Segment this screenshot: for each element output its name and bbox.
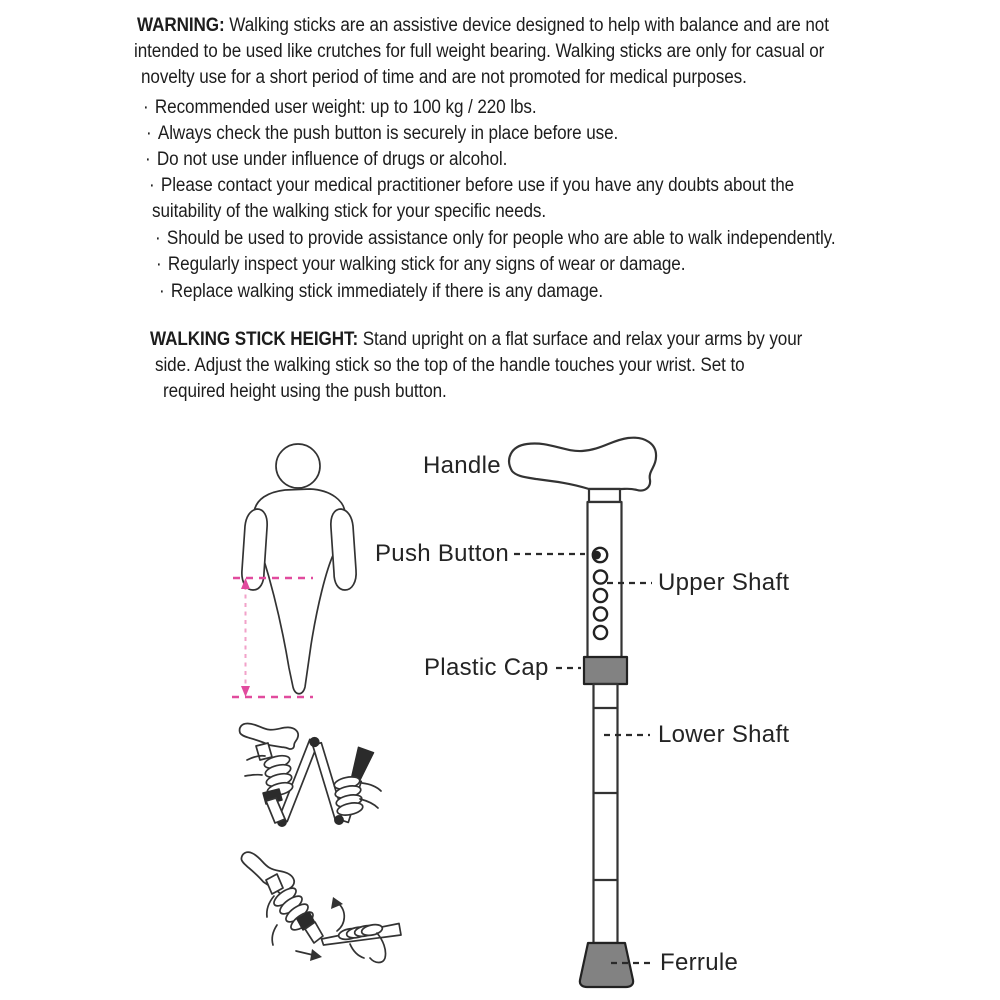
adjustment-hole — [594, 626, 607, 639]
warning-bullet-4-cont: suitability of the walking stick for your specific needs. — [152, 201, 547, 222]
person-figure — [232, 444, 356, 697]
height-line-1: WALKING STICK HEIGHT: Stand upright on a flat surface and relax your arms by your — [150, 329, 803, 350]
bullet-dot: · — [149, 175, 155, 196]
folded-stick-ferrule-tip — [352, 747, 374, 779]
folded-stick-illustration — [238, 720, 381, 826]
bullet-dot: · — [143, 97, 149, 118]
warning-bullet-7: · Replace walking stick immediately if there is any damage. — [159, 281, 603, 302]
bullet-dot: · — [156, 254, 162, 275]
push-arrow-head — [310, 949, 322, 961]
bullet-dot: · — [155, 228, 161, 249]
adjustment-hole — [594, 607, 607, 620]
ferrule — [580, 943, 633, 987]
fold-joint — [335, 816, 343, 824]
person-right-arm — [331, 509, 356, 590]
stick-collar — [589, 489, 620, 502]
adjustment-hole — [594, 570, 607, 583]
bullet-dot: · — [145, 149, 151, 170]
warning-heading: WARNING: — [137, 15, 225, 36]
adjustment-hole — [594, 589, 607, 602]
measure-arrow-down — [241, 686, 250, 697]
warning-intro-line-3: novelty use for a short period of time and are not promoted for medical purposes. — [141, 67, 747, 88]
label-push-button: Push Button — [375, 540, 510, 567]
height-heading: WALKING STICK HEIGHT: — [150, 329, 359, 350]
assembly-illustration — [236, 847, 401, 962]
warning-bullet-2: · Always check the push button is securely in place before use. — [146, 123, 619, 144]
label-plastic-cap: Plastic Cap — [424, 654, 549, 681]
warning-bullet-4: · Please contact your medical practitioner before use if you have any doubts about the — [149, 175, 795, 196]
left-wrist-line — [245, 775, 262, 776]
warning-intro-line-2: intended to be used like crutches for full weight bearing. Walking sticks are only for casual or — [134, 41, 825, 62]
stick-lower-shaft — [594, 684, 618, 943]
plastic-cap — [584, 657, 627, 684]
warning-bullet-3: · Do not use under influence of drugs or alcohol. — [145, 149, 508, 170]
height-line-2: side. Adjust the walking stick so the top of the handle touches your wrist. Set to — [155, 355, 745, 376]
left-thumb-line — [267, 896, 274, 917]
height-line-3: required height using the push button. — [163, 381, 447, 402]
label-handle: Handle — [423, 452, 501, 479]
person-head — [276, 444, 320, 488]
handle-neck — [256, 743, 272, 760]
push-arrow — [296, 951, 313, 955]
right-wrist-line — [362, 783, 381, 791]
label-ferrule: Ferrule — [660, 949, 739, 976]
label-lower-shaft: Lower Shaft — [658, 721, 790, 748]
walking-stick-diagram — [509, 438, 656, 987]
right-palm-line — [350, 944, 364, 958]
stick-handle — [509, 438, 656, 491]
label-upper-shaft: Upper Shaft — [658, 569, 790, 596]
bullet-dot: · — [146, 123, 152, 144]
rotate-arrow — [337, 903, 344, 931]
warning-intro-line-1: WARNING: Walking sticks are an assistive device designed to help with balance and are not — [137, 15, 829, 36]
warning-bullet-1: · Recommended user weight: up to 100 kg / 220 lbs. — [143, 97, 537, 118]
bullet-dot: · — [159, 281, 165, 302]
folded-segment — [266, 798, 285, 823]
left-wrist-line — [272, 925, 277, 945]
push-button-knob — [592, 551, 601, 560]
fold-joint — [310, 738, 319, 747]
warning-bullet-6: · Regularly inspect your walking stick for any signs of wear or damage. — [156, 254, 686, 275]
warning-bullet-5: · Should be used to provide assistance only for people who are able to walk independently. — [155, 228, 836, 249]
